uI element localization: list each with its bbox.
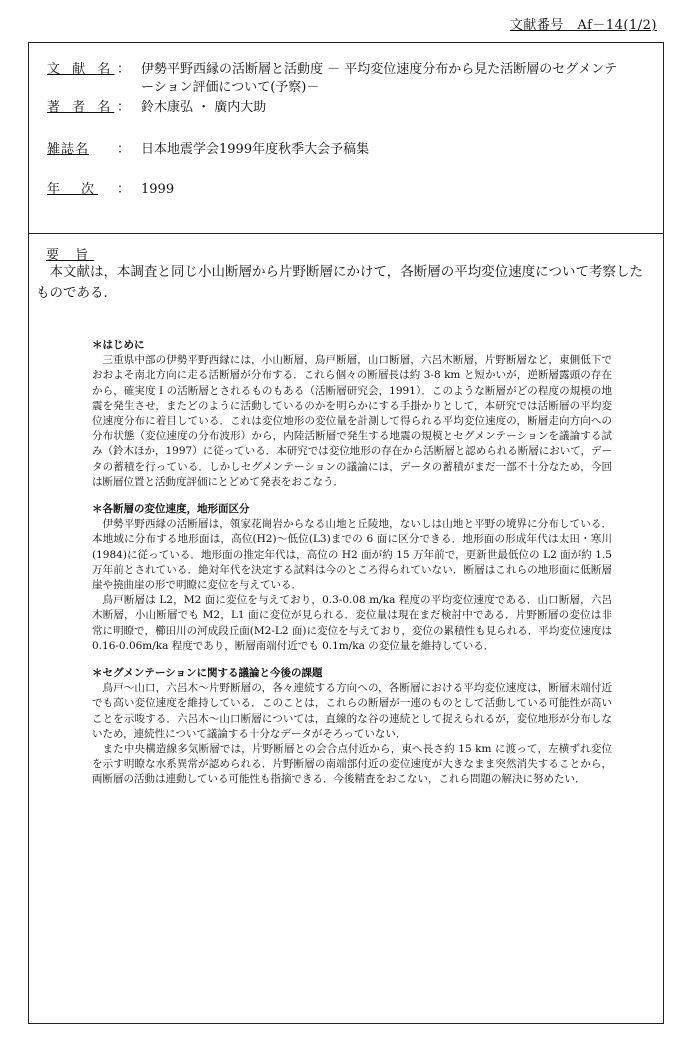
year-label: 年 次 [47, 182, 99, 197]
section-paragraph: 鳥戸～山口，六呂木～片野断層の，各々連続する方向への，各断層における平均変位速度は，断層末端付近でも高い変位速度を維持している．このことは，これらの断層が一連のものとして活動している可能性が高いことを示唆する．六呂木～山口断層については，直線的な谷の連続として捉えられるが，変位地形が分布しないため，連続性について議論する十分なデータがそろっていない． [92, 682, 612, 740]
section-paragraph: 鳥戸断層は L2，M2 面に変位を与えており，0.3-0.08 m/ka 程度の平均変位速度である．山口断層，六呂木断層，小山断層でも M2，L1 面に変位が見られる．変位量は現在まだ検討中である．片野断層の変位は非常に明瞭で，櫛田川の河成段丘面(M2-L2 面)に変位を与えており，変位の累積性も見られる．平均変位速度は 0.16-0.06m/ka 程度であり，断層南端付近でも 0.1m/ka の変位量を維持している． [92, 594, 612, 652]
author-label: 著 者 名 [47, 100, 115, 115]
journal-label: 雑誌名 [47, 142, 90, 157]
section-heading: ＊はじめに [92, 339, 145, 351]
section-heading: ＊各断層の変位速度，地形面区分 [92, 503, 250, 516]
section-paragraph: また中央構造線多気断層では，片野断層との会合点付近から，東へ長さ約 15 km に渡って，左横ずれ変位を示す明瞭な水系異常が認められる．片野断層の南端部付近の変位速度が大きなまま突然消失することから，両断層の活動は連動している可能性も指摘できる．今後精査をおこない，これら問題の解決に努めたい． [92, 743, 612, 786]
section-heading: ＊セグメンテーションに関する議論と今後の課題 [92, 667, 323, 680]
year-row: 年 次 ： 1999 [47, 181, 621, 199]
bibliography-header [29, 43, 663, 234]
title-value: 伊勢平野西縁の活断層と活動度 － 平均変位速度分布から見た活断層のセグメンテーション評価について(予察)－ [141, 62, 618, 95]
year-value: 1999 [141, 182, 175, 197]
title-row: 文 献 名 ： 伊勢平野西縁の活断層と活動度 － 平均変位速度分布から見た活断層のセグメンテーション評価について(予察)－ [47, 61, 621, 97]
section-paragraph: 三重県中部の伊勢平野西縁には，小山断層，鳥戸断層，山口断層，六呂木断層，片野断層など，東側低下でおおよそ南北方向に走る活断層が分布する．これら個々の断層長は約 3-8 km と短かいが，逆断層露頭の存在から，確実度 I の活断層とされるものもある（活断層研究会，1991）．このような断層がどの程度の規模の地震を発生させ，またどのように活動しているのかを明らかにする手掛かりとして，本研究では活断層の平均変位速度分布に着目している．これは変位地形の変位量を計測して得られる平均変位速度の，断層走向方向への分布状態（変位速度の分布波形）から，内陸活断層で発生する地震の規模とセグメンテーションを議論する試み（鈴木ほか，1997）に従っている．本研究では変位地形の存在から活断層と認められる断層において，データの蓄積を行っている．しかしセグメンテーションの議論には，データの蓄積がまだ一部不十分なため，今回は断層位置と活動度評価にとどめて発表をおこなう． [92, 354, 613, 488]
title-label: 文 献 名 [47, 62, 115, 77]
document-number: 文献番号 Af－14(1/2) [509, 18, 657, 33]
author-value: 鈴木康弘 ・ 廣内大助 [141, 100, 267, 115]
abstract-body [92, 338, 612, 788]
journal-row: 雑誌名 ： 日本地震学会1999年度秋季大会予稿集 [47, 141, 621, 159]
summary-heading: 要 旨 [46, 248, 95, 263]
author-row: 著 者 名 ： 鈴木康弘 ・ 廣内大助 [47, 99, 621, 117]
section-paragraph: 伊勢平野西縁の活断層は，領家花崗岩からなる山地と丘陵地，ないしは山地と平野の境界に分布している．本地域に分布する地形面は，高位(H2)～低位(L3)までの 6 面に区分できる．地形面の形成年代は太田・寒川(1984)に従っている．地形面の推定年代は，高位の H2 面が約 15 万年前で，更新世最低位の L2 面が約 1.5 万年前とされている．絶対年代を決定する試料は今のところ得られていない．断層はこれらの地形面に低断層崖や撓曲崖の形で明瞭に変位を与えている． [92, 518, 612, 592]
summary-text: 本文献は，本調査と同じ小山断層から片野断層にかけて，各断層の平均変位速度について考察したものである． [36, 264, 643, 301]
journal-value: 日本地震学会1999年度秋季大会予稿集 [141, 142, 370, 157]
